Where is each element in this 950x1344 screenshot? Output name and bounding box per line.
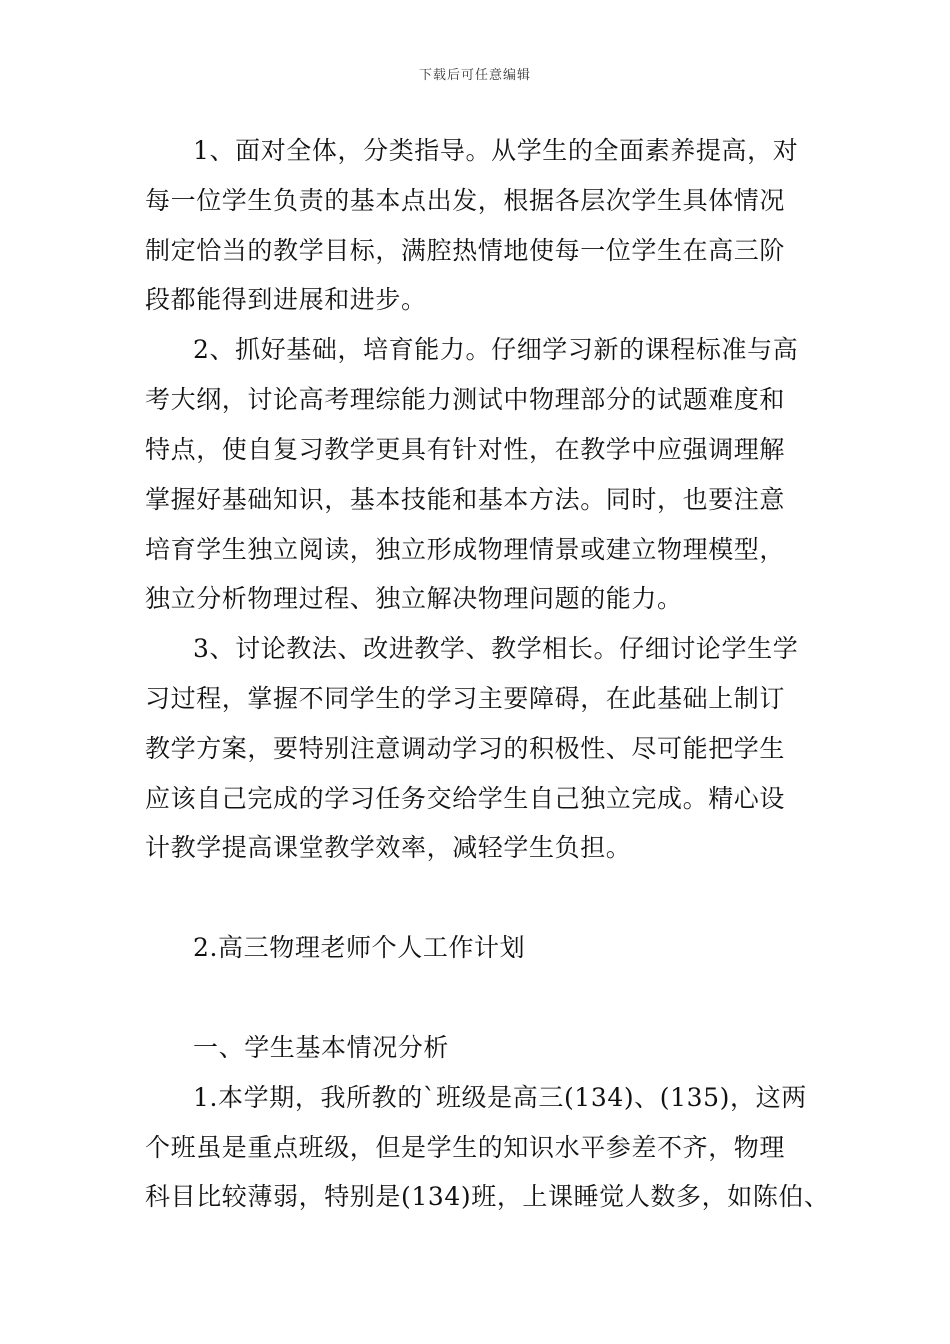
paragraph-line: 培育学生独立阅读，独立形成物理情景或建立物理模型， xyxy=(145,535,786,564)
paragraph-line: 每一位学生负责的基本点出发，根据各层次学生具体情况 xyxy=(145,186,786,215)
paragraph-line: 段都能得到进展和进步。 xyxy=(145,285,427,314)
paragraph-line: 独立分析物理过程、独立解决物理问题的能力。 xyxy=(145,584,683,613)
paragraph-line: 3、讨论教法、改进教学、教学相长。仔细讨论学生学 xyxy=(193,634,799,663)
paragraph-line: 科目比较薄弱，特别是(134)班，上课睡觉人数多，如陈伯、 xyxy=(145,1182,830,1211)
paragraph-line: 个班虽是重点班级，但是学生的知识水平参差不齐，物理 xyxy=(145,1133,786,1162)
paragraph-line: 制定恰当的教学目标，满腔热情地使每一位学生在高三阶 xyxy=(145,236,786,265)
paragraph-line: 教学方案，要特别注意调动学习的积极性、尽可能把学生 xyxy=(145,734,786,763)
paragraph-line: 计教学提高课堂教学效率，减轻学生负担。 xyxy=(145,833,632,862)
paragraph-line: 1、面对全体，分类指导。从学生的全面素养提高，对 xyxy=(193,136,799,165)
paragraph-line: 应该自己完成的学习任务交给学生自己独立完成。精心设 xyxy=(145,784,786,813)
section-heading: 2.高三物理老师个人工作计划 xyxy=(193,933,526,962)
paragraph-line: 习过程，掌握不同学生的学习主要障碍，在此基础上制订 xyxy=(145,684,786,713)
subsection-heading: 一、学生基本情况分析 xyxy=(193,1033,450,1062)
paragraph-line: 考大纲，讨论高考理综能力测试中物理部分的试题难度和 xyxy=(145,385,786,414)
paragraph-line: 1.本学期，我所教的`班级是高三(134)、(135)，这两 xyxy=(193,1083,807,1112)
header-note: 下载后可任意编辑 xyxy=(418,68,531,83)
paragraph-line: 2、抓好基础，培育能力。仔细学习新的课程标准与高 xyxy=(193,335,799,364)
paragraph-line: 特点，使自复习教学更具有针对性，在教学中应强调理解 xyxy=(145,435,786,464)
paragraph-line: 掌握好基础知识，基本技能和基本方法。同时，也要注意 xyxy=(145,485,786,514)
